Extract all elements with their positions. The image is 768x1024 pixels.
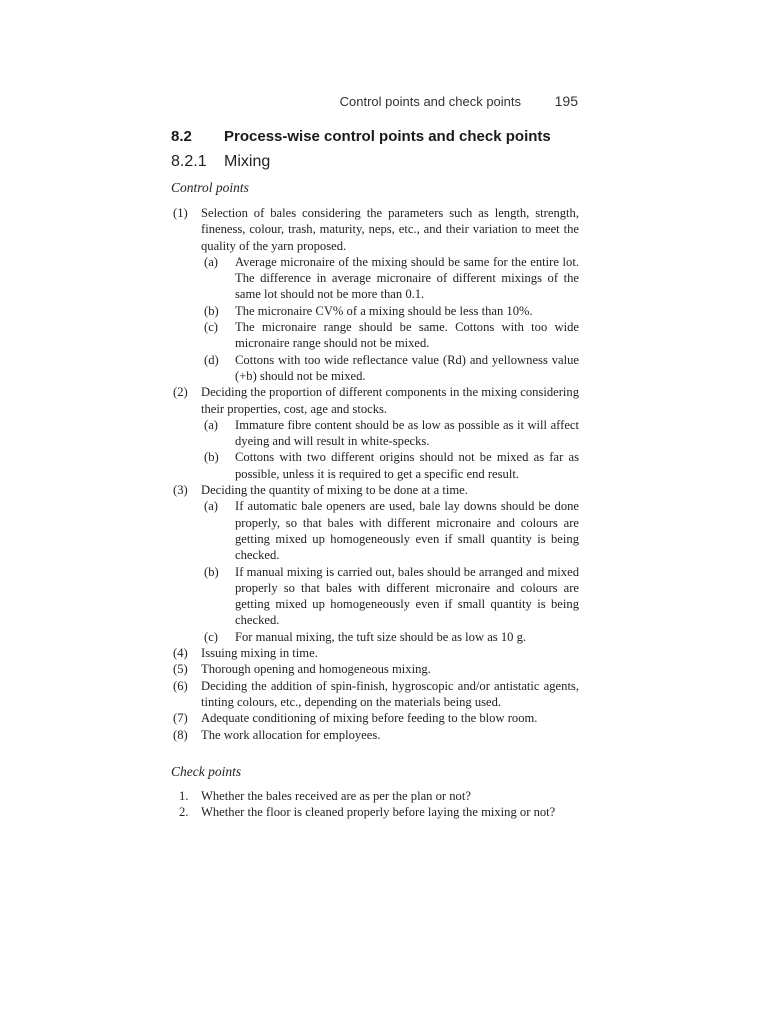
sub-item — [201, 629, 579, 645]
sub-item — [201, 498, 579, 563]
section-heading — [171, 128, 551, 145]
item-text: Deciding the quantity of mixing to be done at a time. — [201, 483, 468, 498]
sub-item — [201, 303, 579, 319]
item-marker: 1. — [179, 789, 189, 803]
section-number: 8.2 — [171, 128, 192, 145]
sub-item — [201, 319, 579, 352]
running-head — [0, 93, 578, 109]
item-marker: (7) — [173, 711, 188, 726]
sub-item-marker: (a) — [204, 417, 218, 432]
check-points-heading: Check points — [171, 764, 242, 779]
sub-item-marker: (a) — [204, 499, 218, 514]
list-item — [171, 678, 579, 711]
list-item — [171, 661, 579, 677]
list-item — [171, 482, 579, 645]
item-text: Thorough opening and homogeneous mixing. — [201, 662, 431, 677]
item-text: Whether the floor is cleaned properly before laying the mixing or not? — [201, 805, 556, 820]
sub-item-marker: (b) — [204, 564, 219, 579]
list-item — [171, 727, 579, 743]
item-text: Whether the bales received are as per the plan or not? — [201, 789, 471, 803]
page-number: 195 — [554, 93, 578, 109]
item-text: The work allocation for employees. — [201, 727, 381, 742]
subsection-title: Mixing — [224, 153, 271, 170]
section-title: Process-wise control points and check points — [224, 128, 551, 145]
sub-item — [201, 417, 579, 450]
sub-item-marker: (c) — [204, 320, 218, 335]
sub-item — [201, 449, 579, 482]
sub-item-marker: (c) — [204, 629, 218, 644]
sub-item-text: Immature fibre content should be as low as possible as it will affect dyeing and will result in white-specks. — [235, 417, 579, 449]
sub-item — [201, 254, 579, 303]
item-marker: (8) — [173, 727, 188, 742]
item-text: Adequate conditioning of mixing before feeding to the blow room. — [201, 711, 538, 726]
sub-item-text: Cottons with two different origins should not be mixed as far as possible, unless it is required to get a specific end result. — [235, 450, 579, 481]
item-marker: (5) — [173, 662, 188, 677]
item-marker: (4) — [173, 646, 188, 661]
subsection-heading — [171, 153, 270, 171]
sub-item-text: For manual mixing, the tuft size should be as low as 10 g. — [235, 629, 527, 644]
sub-item — [201, 564, 579, 629]
list-item — [171, 645, 579, 661]
item-marker: (3) — [173, 483, 188, 498]
control-points-list — [171, 205, 579, 743]
item-text: Selection of bales considering the parameters such as length, strength, fineness, colour, trash, maturity, neps, etc., and their variation to meet the quality of the yarn proposed. — [201, 206, 579, 253]
item-marker: (6) — [173, 678, 188, 693]
list-item — [171, 804, 579, 820]
list-item — [171, 788, 579, 804]
item-text: Issuing mixing in time. — [201, 646, 318, 661]
sub-item-text: If manual mixing is carried out, bales should be arranged and mixed properly so that bales with different micronaire and colours are getting mixed up homogeneously even if small quantity is being checked. — [235, 564, 579, 628]
sub-item-text: Average micronaire of the mixing should be same for the entire lot. The difference in average micronaire of different mixings of the same lot should not be more than 0.1. — [235, 254, 579, 302]
item-marker: (2) — [173, 385, 188, 400]
sub-item-text: If automatic bale openers are used, bale lay downs should be done properly, so that bales with different micronaire and colours are getting mixed up homogeneously even if small quantity is being checked. — [235, 499, 579, 563]
list-item — [171, 384, 579, 482]
sub-item-marker: (a) — [204, 254, 218, 269]
control-points-heading: Control points — [171, 180, 249, 195]
running-title: Control points and check points — [339, 94, 522, 109]
item-text: Deciding the proportion of different components in the mixing considering their properties, cost, age and stocks. — [201, 385, 579, 416]
list-item — [171, 710, 579, 726]
sub-item-marker: (b) — [204, 303, 219, 318]
sub-item-text: Cottons with too wide reflectance value (Rd) and yellowness value (+b) should not be mixed. — [235, 352, 579, 383]
subsection-number: 8.2.1 — [171, 153, 207, 170]
sub-item-text: The micronaire range should be same. Cottons with too wide micronaire range should not be mixed. — [235, 320, 579, 351]
list-item — [171, 205, 579, 384]
sub-item — [201, 352, 579, 385]
sub-item-marker: (d) — [204, 352, 219, 367]
item-marker: 2. — [179, 805, 189, 820]
item-marker: (1) — [173, 206, 188, 220]
item-text: Deciding the addition of spin-finish, hygroscopic and/or antistatic agents, tinting colours, etc., depending on the materials being used. — [201, 678, 579, 709]
sub-item-text: The micronaire CV% of a mixing should be less than 10%. — [235, 303, 533, 318]
sub-item-marker: (b) — [204, 450, 219, 465]
check-points-list — [171, 788, 579, 821]
